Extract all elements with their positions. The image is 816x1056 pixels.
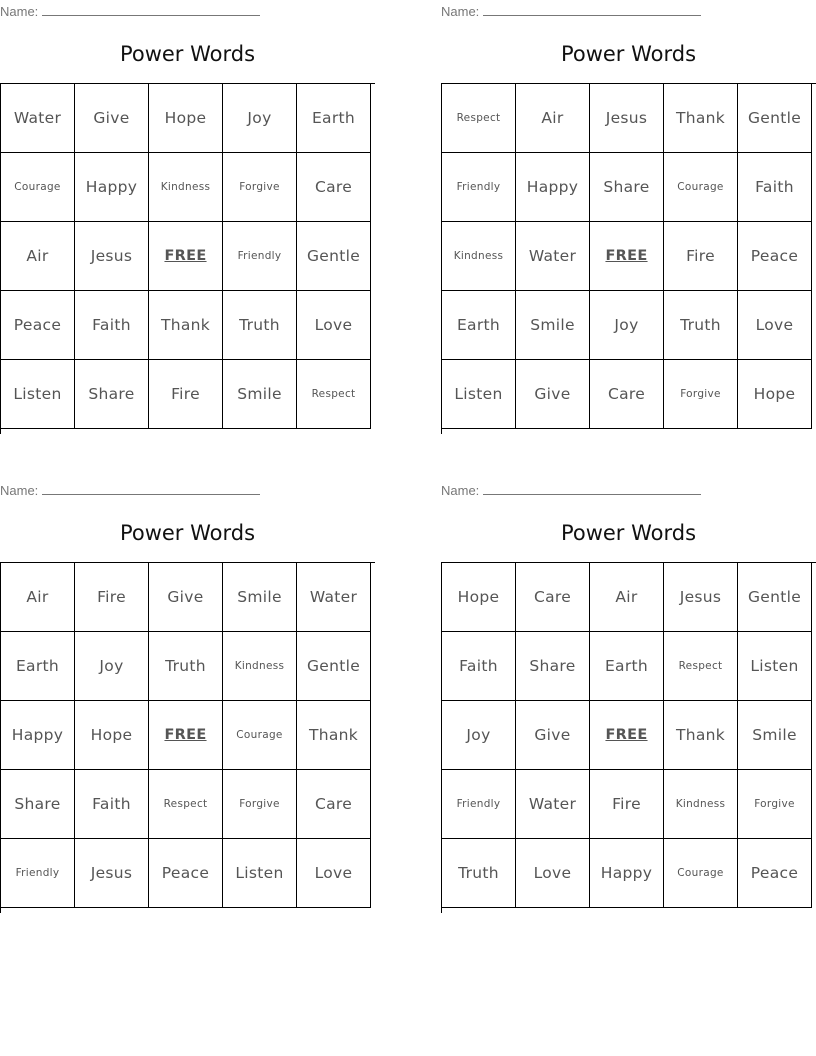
bingo-cell: Earth bbox=[297, 84, 371, 153]
bingo-cell: Smile bbox=[516, 291, 590, 360]
bingo-cell: Earth bbox=[442, 291, 516, 360]
bingo-cell: Fire bbox=[75, 563, 149, 632]
bingo-cell: Care bbox=[297, 153, 371, 222]
bingo-cell: Forgive bbox=[738, 770, 812, 839]
bingo-cell: Hope bbox=[149, 84, 223, 153]
bingo-cell: Hope bbox=[75, 701, 149, 770]
free-space: FREE bbox=[149, 701, 223, 770]
bingo-cell: Respect bbox=[442, 84, 516, 153]
name-line[interactable] bbox=[483, 482, 701, 495]
bingo-cell: Thank bbox=[664, 701, 738, 770]
bingo-cell: Faith bbox=[75, 770, 149, 839]
bingo-cell: Joy bbox=[442, 701, 516, 770]
bingo-cell: Listen bbox=[442, 360, 516, 429]
name-field[interactable] bbox=[0, 3, 260, 19]
bingo-cell: Give bbox=[149, 563, 223, 632]
free-space: FREE bbox=[590, 701, 664, 770]
bingo-cell: Courage bbox=[664, 839, 738, 908]
bingo-cell: Fire bbox=[149, 360, 223, 429]
bingo-cell: Kindness bbox=[149, 153, 223, 222]
bingo-cell: Share bbox=[516, 632, 590, 701]
bingo-cell: Love bbox=[297, 839, 371, 908]
name-line[interactable] bbox=[483, 3, 701, 16]
bingo-cell: Friendly bbox=[442, 770, 516, 839]
bingo-cell: Respect bbox=[297, 360, 371, 429]
bingo-cell: Joy bbox=[590, 291, 664, 360]
bingo-cell: Respect bbox=[149, 770, 223, 839]
bingo-grid bbox=[441, 83, 816, 434]
bingo-cell: Give bbox=[516, 360, 590, 429]
bingo-cell: Smile bbox=[223, 563, 297, 632]
bingo-cell: Jesus bbox=[664, 563, 738, 632]
bingo-cell: Courage bbox=[664, 153, 738, 222]
card-title: Power Words bbox=[560, 42, 697, 66]
bingo-cell: Faith bbox=[442, 632, 516, 701]
bingo-cell: Air bbox=[516, 84, 590, 153]
bingo-grid bbox=[0, 562, 375, 913]
bingo-cell: Joy bbox=[223, 84, 297, 153]
bingo-cell: Share bbox=[590, 153, 664, 222]
bingo-cell: Jesus bbox=[75, 839, 149, 908]
bingo-cell: Forgive bbox=[664, 360, 738, 429]
free-space: FREE bbox=[149, 222, 223, 291]
bingo-cell: Listen bbox=[223, 839, 297, 908]
bingo-cell: Water bbox=[297, 563, 371, 632]
card-title: Power Words bbox=[560, 521, 697, 545]
bingo-cell: Joy bbox=[75, 632, 149, 701]
bingo-cell: Care bbox=[590, 360, 664, 429]
bingo-cell: Share bbox=[1, 770, 75, 839]
bingo-cell: Kindness bbox=[223, 632, 297, 701]
bingo-cell: Peace bbox=[738, 222, 812, 291]
bingo-cell: Love bbox=[297, 291, 371, 360]
name-label: Name: bbox=[441, 4, 480, 19]
bingo-cell: Share bbox=[75, 360, 149, 429]
bingo-cell: Water bbox=[516, 222, 590, 291]
bingo-cell: Care bbox=[516, 563, 590, 632]
bingo-cell: Peace bbox=[1, 291, 75, 360]
bingo-cell: Fire bbox=[664, 222, 738, 291]
bingo-cell: Air bbox=[590, 563, 664, 632]
bingo-cell: Courage bbox=[1, 153, 75, 222]
card-title: Power Words bbox=[119, 521, 256, 545]
bingo-cell: Gentle bbox=[297, 632, 371, 701]
bingo-cell: Kindness bbox=[664, 770, 738, 839]
bingo-cell: Forgive bbox=[223, 770, 297, 839]
name-field[interactable] bbox=[441, 3, 701, 19]
name-label: Name: bbox=[441, 483, 480, 498]
bingo-cell: Thank bbox=[149, 291, 223, 360]
bingo-cell: Courage bbox=[223, 701, 297, 770]
free-space: FREE bbox=[590, 222, 664, 291]
bingo-cell: Kindness bbox=[442, 222, 516, 291]
bingo-cell: Happy bbox=[516, 153, 590, 222]
bingo-cell: Forgive bbox=[223, 153, 297, 222]
bingo-cell: Air bbox=[1, 563, 75, 632]
bingo-cell: Friendly bbox=[442, 153, 516, 222]
bingo-cell: Happy bbox=[590, 839, 664, 908]
bingo-cell: Hope bbox=[738, 360, 812, 429]
bingo-cell: Respect bbox=[664, 632, 738, 701]
name-line[interactable] bbox=[42, 3, 260, 16]
bingo-cell: Water bbox=[1, 84, 75, 153]
bingo-cell: Jesus bbox=[590, 84, 664, 153]
bingo-cell: Fire bbox=[590, 770, 664, 839]
bingo-cell: Smile bbox=[223, 360, 297, 429]
card-title: Power Words bbox=[119, 42, 256, 66]
bingo-cell: Water bbox=[516, 770, 590, 839]
bingo-cell: Listen bbox=[1, 360, 75, 429]
bingo-cell: Smile bbox=[738, 701, 812, 770]
bingo-cell: Friendly bbox=[1, 839, 75, 908]
bingo-cell: Care bbox=[297, 770, 371, 839]
bingo-cell: Happy bbox=[75, 153, 149, 222]
name-label: Name: bbox=[0, 483, 39, 498]
bingo-cell: Gentle bbox=[738, 84, 812, 153]
name-line[interactable] bbox=[42, 482, 260, 495]
bingo-cell: Air bbox=[1, 222, 75, 291]
bingo-cell: Earth bbox=[1, 632, 75, 701]
name-field[interactable] bbox=[441, 482, 701, 498]
bingo-cell: Jesus bbox=[75, 222, 149, 291]
bingo-cell: Truth bbox=[149, 632, 223, 701]
bingo-cell: Thank bbox=[664, 84, 738, 153]
name-label: Name: bbox=[0, 4, 39, 19]
bingo-cell: Truth bbox=[223, 291, 297, 360]
bingo-cell: Faith bbox=[75, 291, 149, 360]
bingo-cell: Faith bbox=[738, 153, 812, 222]
bingo-cell: Give bbox=[75, 84, 149, 153]
bingo-cell: Peace bbox=[738, 839, 812, 908]
bingo-cell: Peace bbox=[149, 839, 223, 908]
bingo-cell: Happy bbox=[1, 701, 75, 770]
bingo-cell: Gentle bbox=[297, 222, 371, 291]
bingo-cell: Earth bbox=[590, 632, 664, 701]
bingo-cell: Love bbox=[738, 291, 812, 360]
bingo-cell: Hope bbox=[442, 563, 516, 632]
bingo-grid bbox=[0, 83, 375, 434]
bingo-cell: Listen bbox=[738, 632, 812, 701]
bingo-cell: Gentle bbox=[738, 563, 812, 632]
bingo-cell: Give bbox=[516, 701, 590, 770]
name-field[interactable] bbox=[0, 482, 260, 498]
bingo-cell: Thank bbox=[297, 701, 371, 770]
bingo-cell: Truth bbox=[442, 839, 516, 908]
bingo-cell: Truth bbox=[664, 291, 738, 360]
bingo-cell: Love bbox=[516, 839, 590, 908]
bingo-cell: Friendly bbox=[223, 222, 297, 291]
bingo-grid bbox=[441, 562, 816, 913]
